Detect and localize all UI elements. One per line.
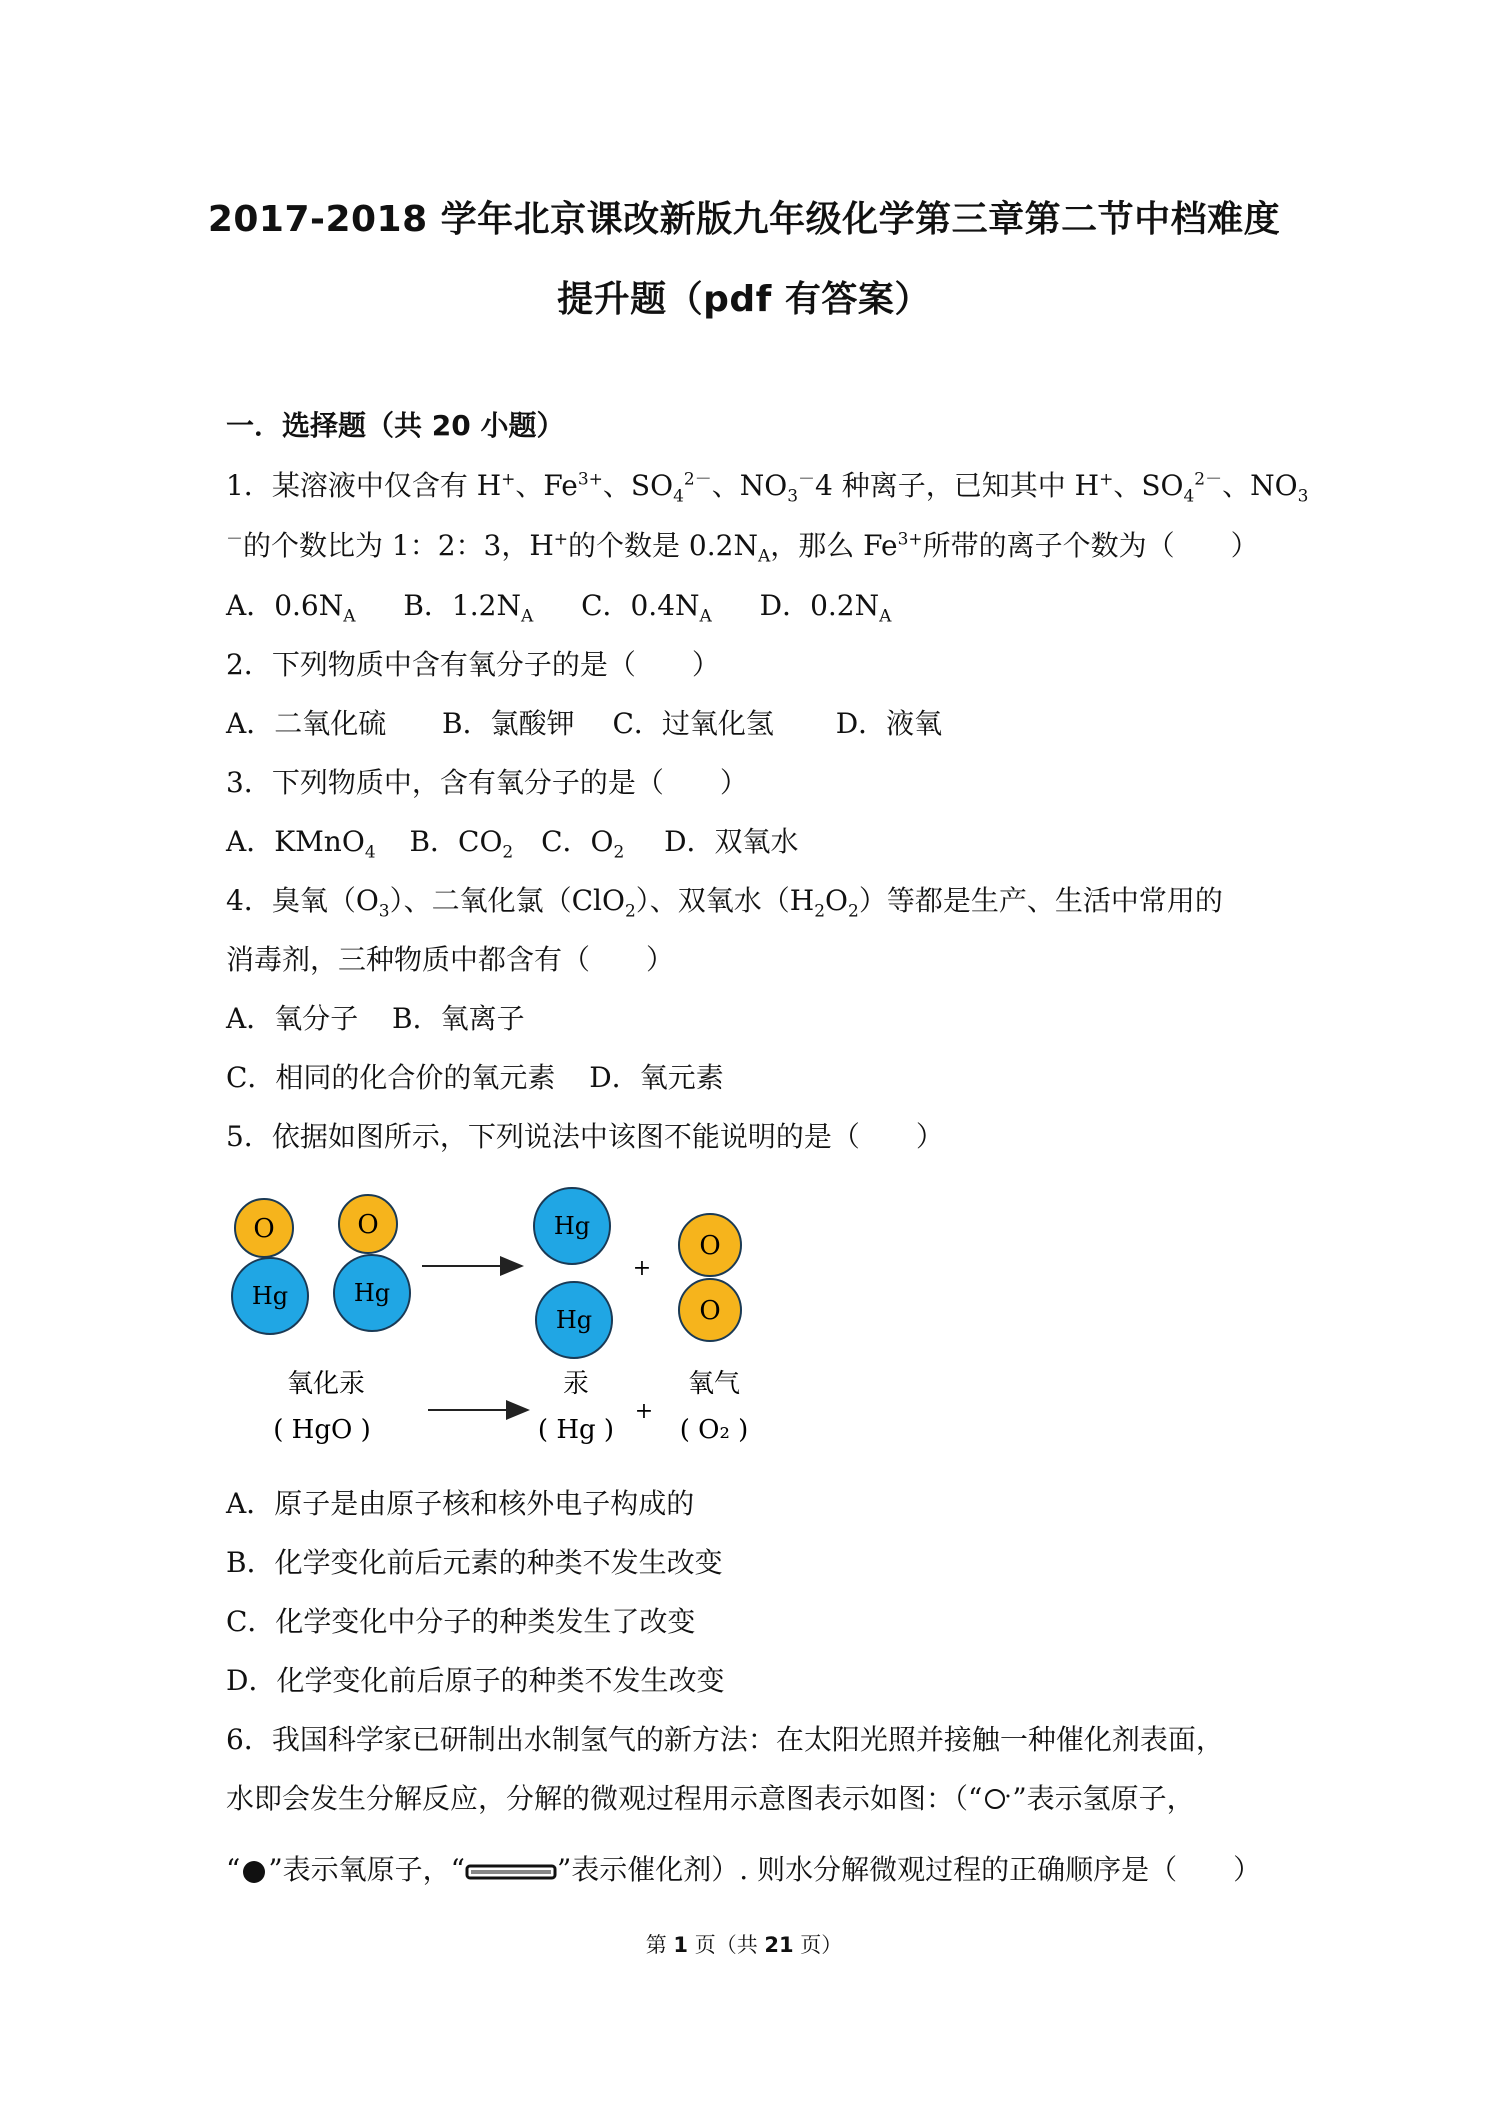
q5-option-d[interactable]: D．化学变化前后原子的种类不发生改变 <box>226 1664 725 1697</box>
svg-text:O: O <box>253 1214 275 1244</box>
plus-sign-bottom: + <box>634 1399 654 1424</box>
plus-sign-top: + <box>632 1256 652 1281</box>
q5-option-a[interactable]: A．原子是由原子核和核外电子构成的 <box>226 1487 695 1520</box>
svg-text:Hg: Hg <box>353 1279 391 1307</box>
label-hg-formula: ( Hg ) <box>537 1415 615 1445</box>
q6-line3: “ ”表示氧原子，“ ”表示催化剂）. 则水分解微观过程的正确顺序是（ ） <box>226 1853 1262 1886</box>
q2-option-b[interactable]: B．氯酸钾 <box>442 707 575 740</box>
q4-option-c[interactable]: C．相同的化合价的氧元素 <box>226 1061 556 1094</box>
q4-option-a[interactable]: A．氧分子 <box>226 1002 359 1035</box>
q6-line2: 水即会发生分解反应，分解的微观过程用示意图表示如图：（“ ”表示氢原子， <box>226 1782 1195 1815</box>
q2-option-d[interactable]: D．液氧 <box>835 707 943 740</box>
hydrogen-atom-icon <box>982 1786 1012 1816</box>
q4-line1: 4．臭氧$(O_3)$、二氧化氯（ClO$_2$）、双氧水$(H_2O_2)$等都是生产、生活中常用的 <box>226 884 1223 922</box>
o2-molecule <box>679 1214 741 1341</box>
q4-line2: 消毒剂，三种物质中都含有（ ） <box>226 943 675 976</box>
page-footer: 第 1 页（共 21 页） <box>645 1933 843 1957</box>
doc-title-line2: 提升题（pdf 有答案） <box>557 279 931 320</box>
label-hgo-formula: ( HgO ) <box>273 1415 371 1445</box>
q1-option-b[interactable]: B．$1.2N_A$ <box>403 589 534 627</box>
label-o2-name: 氧气 <box>687 1369 741 1399</box>
svg-text:O: O <box>699 1296 721 1326</box>
label-hgo-name: 氧化汞 <box>286 1369 366 1399</box>
label-o2-formula: ( O₂ ) <box>679 1415 749 1445</box>
q1-option-d[interactable]: D．$0.2N_A$ <box>759 589 892 627</box>
q1-option-c[interactable]: C．$0.4N_A$ <box>581 589 712 627</box>
q2-stem: 2．下列物质中含有氧分子的是（ ） <box>226 648 720 681</box>
q6-line1: 6．我国科学家已研制出水制氢气的新方法：在太阳光照并接触一种催化剂表面， <box>226 1723 1224 1756</box>
q5-option-b[interactable]: B．化学变化前后元素的种类不发生改变 <box>226 1546 723 1579</box>
q2-option-a[interactable]: A．二氧化硫 <box>226 707 387 740</box>
q2-option-c[interactable]: C．过氧化氢 <box>612 707 774 740</box>
q1-line2: －的个数比为 1：2：3，H+的个数是 $0.2N_A$，那么 $Fe^{3+}$所带的离子个数为（ ） <box>226 529 1259 567</box>
total-pages: 21 <box>764 1933 794 1957</box>
q4-option-d[interactable]: D．氧元素 <box>589 1061 724 1094</box>
svg-text:O: O <box>357 1210 379 1240</box>
q3-option-b[interactable]: B．$CO_2$ <box>409 825 514 863</box>
q2-options <box>226 704 942 744</box>
q3-option-c[interactable]: C．$O_2$ <box>541 825 625 863</box>
hgo-molecule-1 <box>232 1199 308 1334</box>
oxygen-atom-icon <box>240 1858 268 1886</box>
current-page-number: 1 <box>673 1933 689 1957</box>
q3-option-a[interactable]: A．KMnO$_4$ <box>226 825 376 863</box>
hgo-molecule-2 <box>334 1195 410 1331</box>
section-heading: 一．选择题（共 20 小题） <box>226 409 565 442</box>
q4-option-b[interactable]: B．氧离子 <box>392 1002 525 1035</box>
doc-title-line1: 2017-2018 学年北京课改新版九年级化学第三章第二节中档难度 <box>207 199 1281 240</box>
q4-options-cd <box>226 1058 724 1098</box>
q5-reaction-diagram <box>220 1170 780 1470</box>
q3-option-d[interactable]: D．双氧水 <box>664 825 799 858</box>
q1-line1: 1．某溶液中仅含有 H+、$Fe^{3+}$、$SO_4^{2-}$、$NO_3^-4$ 种离子，已知其中 H+、$SO_4^{2-}$、$NO_3$ <box>226 469 1309 507</box>
q5-stem: 5．依据如图所示，下列说法中该图不能说明的是（ ） <box>226 1120 944 1153</box>
hg-atoms <box>534 1188 612 1358</box>
q5-option-c[interactable]: C．化学变化中分子的种类发生了改变 <box>226 1605 696 1638</box>
q1-option-a[interactable]: A．$0.6N_A$ <box>226 589 356 627</box>
q3-stem: 3．下列物质中，含有氧分子的是（ ） <box>226 766 748 799</box>
svg-text:Hg: Hg <box>555 1306 593 1334</box>
q1-options <box>226 586 891 626</box>
q3-options <box>226 822 799 862</box>
svg-text:Hg: Hg <box>251 1282 289 1310</box>
svg-text:O: O <box>699 1231 721 1261</box>
svg-text:Hg: Hg <box>553 1212 591 1240</box>
catalyst-icon <box>465 1861 557 1883</box>
q4-options-ab <box>226 999 525 1039</box>
label-hg-name: 汞 <box>562 1369 590 1399</box>
